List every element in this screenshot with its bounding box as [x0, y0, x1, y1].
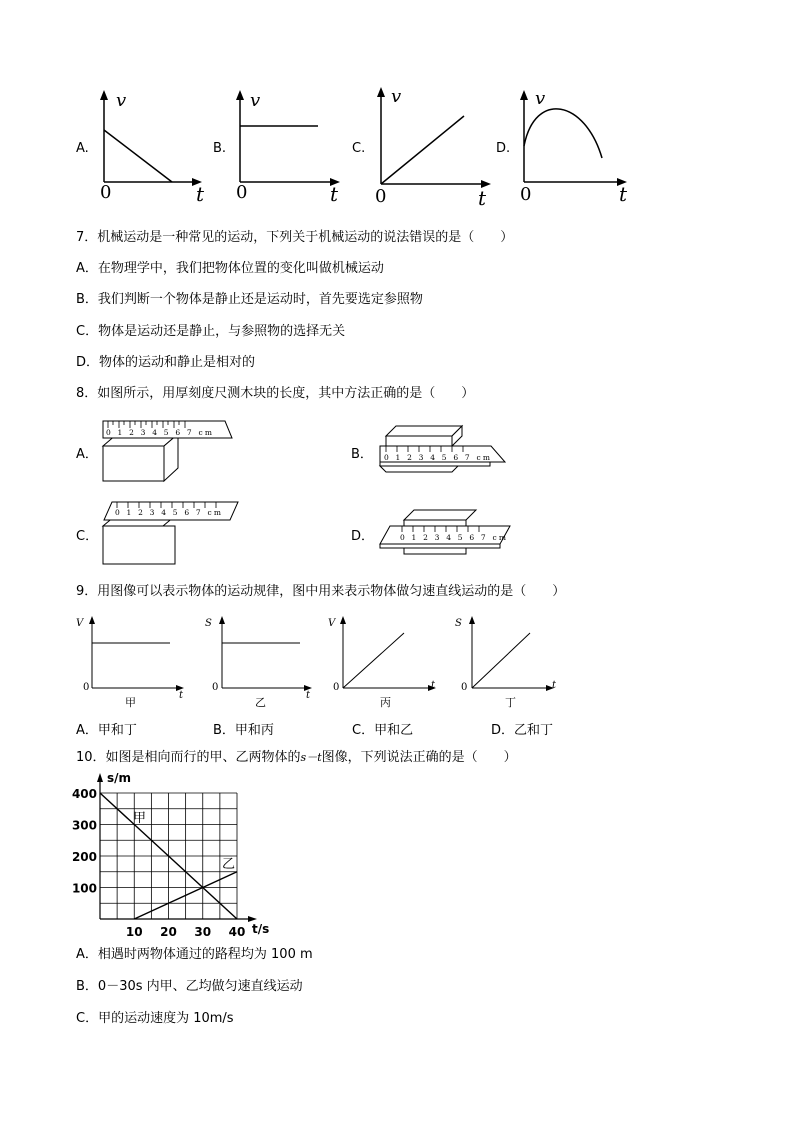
- origin-label: 0: [83, 682, 90, 693]
- x-tick-label: 10: [125, 925, 143, 939]
- q10-stem-st: s－t: [300, 751, 322, 764]
- axis-label: t: [179, 690, 184, 701]
- q7-option-b: B．我们判断一个物体是静止还是运动时，首先要选定参照物: [76, 292, 423, 307]
- axis-label: S: [455, 618, 462, 629]
- option-letter: A．: [76, 447, 98, 462]
- graph-name: 乙: [255, 696, 266, 709]
- y-tick-label: 100: [71, 881, 97, 896]
- option-letter: C.: [352, 141, 366, 156]
- x-tick-label: 30: [194, 925, 212, 939]
- option-letter: B.: [213, 141, 227, 156]
- graph-name: 丁: [505, 696, 516, 709]
- q10-stem-end: 图像，下列说法正确的是（ ）: [321, 750, 517, 765]
- axis-label: V: [76, 618, 84, 629]
- axis-t-label: t: [330, 182, 339, 206]
- origin-label: 0: [520, 184, 532, 205]
- y-tick-label: 200: [71, 850, 97, 864]
- x-tick-label: 20: [160, 925, 177, 939]
- x-axis-label: t/s: [252, 922, 270, 936]
- q10-option-a: A．相遇时两物体通过的路程均为 100 m: [76, 947, 313, 962]
- option-letter: C．: [76, 529, 99, 544]
- axis-t-label: t: [478, 186, 487, 210]
- axis-label: S: [205, 618, 212, 629]
- y-tick-label: 300: [71, 818, 97, 833]
- axis-t-label: t: [196, 182, 205, 206]
- q9-option-c: C．甲和乙: [352, 723, 414, 738]
- x-tick-label: 40: [228, 925, 246, 939]
- option-letter: D．: [351, 529, 375, 544]
- origin-label: 0: [333, 682, 340, 693]
- origin-label: 0: [100, 182, 112, 203]
- ruler-scale-label: 0 1 2 3 4 5 6 7 cm: [115, 508, 224, 517]
- q10-option-b: B．0－30s 内甲、乙均做匀速直线运动: [76, 979, 303, 994]
- series-label-2: 乙: [222, 857, 236, 872]
- q9-option-d: D．乙和丁: [491, 723, 554, 738]
- axis-v-label: v: [391, 86, 402, 107]
- option-letter: D.: [496, 141, 511, 156]
- axis-v-label: v: [535, 88, 546, 109]
- q9-stem: 9．用图像可以表示物体的运动规律，图中用来表示物体做匀速直线运动的是（ ）: [76, 584, 566, 599]
- q9-option-b: B．甲和丙: [213, 723, 274, 738]
- axis-label: V: [328, 618, 336, 629]
- option-letter: B．: [351, 447, 373, 462]
- y-axis-arrow: [97, 773, 103, 782]
- q10-stem-start: 10．如图是相向而行的甲、乙两物体的: [76, 750, 301, 765]
- graph-name: 丙: [380, 696, 391, 709]
- q7-option-c: C．物体是运动还是静止，与参照物的选择无关: [76, 324, 346, 339]
- q7-stem: 7．机械运动是一种常见的运动，下列关于机械运动的说法错误的是（ ）: [76, 230, 514, 245]
- q10-option-c: C．甲的运动速度为 10m/s: [76, 1011, 234, 1026]
- series-label-1: 甲: [133, 811, 147, 826]
- axis-label: t: [431, 680, 436, 691]
- ruler-scale-label: 0 1 2 3 4 5 6 7 cm: [400, 533, 509, 542]
- axis-label: t: [552, 680, 557, 691]
- option-letter: A.: [76, 141, 89, 156]
- origin-label: 0: [461, 682, 468, 693]
- y-tick-label: 400: [71, 787, 97, 801]
- ruler-scale-label: 0 1 2 3 4 5 6 7 cm: [106, 428, 215, 437]
- axis-label: t: [306, 690, 311, 701]
- q7-option-d: D．物体的运动和静止是相对的: [76, 355, 256, 370]
- ruler-scale-label: 0 1 2 3 4 5 6 7 cm: [384, 453, 493, 462]
- q8-stem: 8．如图所示，用厚刻度尺测木块的长度，其中方法正确的是（ ）: [76, 386, 475, 401]
- y-axis-label: s/m: [107, 771, 132, 785]
- graph-name: 甲: [125, 696, 136, 709]
- q9-option-a: A．甲和丁: [76, 723, 137, 738]
- axis-t-label: t: [619, 182, 628, 206]
- q7-option-a: A．在物理学中，我们把物体位置的变化叫做机械运动: [76, 261, 384, 276]
- axis-v-label: v: [116, 90, 127, 111]
- axis-v-label: v: [250, 90, 261, 111]
- origin-label: 0: [212, 682, 219, 693]
- origin-label: 0: [375, 186, 387, 207]
- origin-label: 0: [236, 182, 248, 203]
